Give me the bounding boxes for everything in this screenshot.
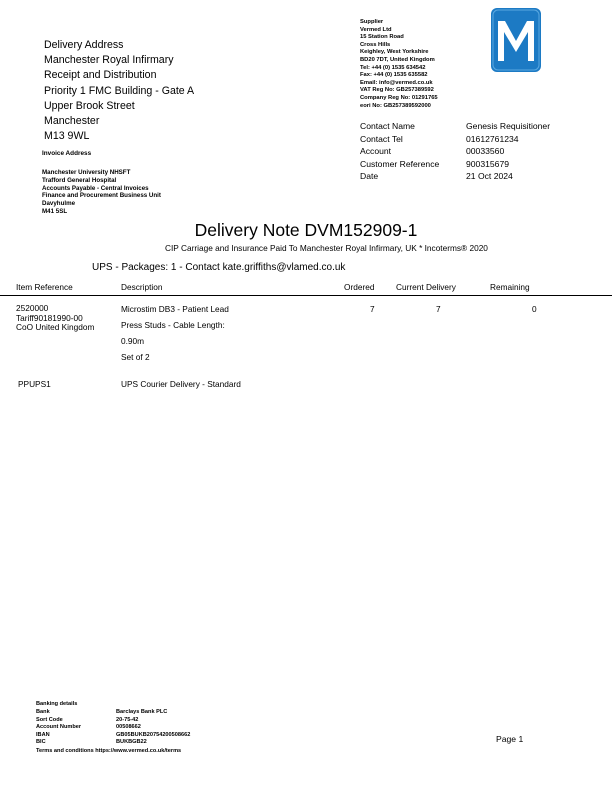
banking-row xyxy=(36,732,190,740)
supplier-line: Company Reg No: 01291765 xyxy=(360,94,438,101)
column-header-ordered: Ordered xyxy=(344,282,375,292)
banking-value: GB05BUKB20754200508662 xyxy=(116,731,191,738)
description-line: Microstim DB3 - Patient Lead xyxy=(121,304,229,314)
supplier-line: eori No: GB257389592000 xyxy=(360,102,431,109)
contact-label: Contact Name xyxy=(360,121,415,131)
header-divider xyxy=(0,295,612,296)
supplier-line: 15 Station Road xyxy=(360,34,404,41)
item-reference-line: Tariff90181990-00 xyxy=(16,312,83,323)
current-delivery-cell: 7 xyxy=(436,304,441,314)
invoice-address-label: Invoice Address xyxy=(42,150,92,157)
page-number: Page 1 xyxy=(496,734,524,744)
banking-value: 00508662 xyxy=(116,724,141,731)
banking-label: Account Number xyxy=(36,724,82,731)
banking-row xyxy=(36,739,190,747)
banking-label: Bank xyxy=(36,709,50,715)
supplier-details xyxy=(360,19,438,110)
contact-value: Genesis Requisitioner xyxy=(466,121,551,131)
banking-label: Sort Code xyxy=(36,716,63,723)
supplier-line: Email: info@vermed.co.uk xyxy=(360,79,433,86)
contact-label: Account xyxy=(360,146,392,156)
column-header-current-delivery: Current Delivery xyxy=(396,282,456,292)
invoice-address-line: Accounts Payable - Central Invoices xyxy=(42,184,149,192)
invoice-address-line: Manchester University NHSFT xyxy=(42,169,131,176)
banking-value: Barclays Bank PLC xyxy=(116,709,168,715)
description-cell xyxy=(121,301,229,365)
delivery-address-line: Priority 1 FMC Building - Gate A xyxy=(44,84,195,97)
contact-value: 900315679 xyxy=(466,158,510,169)
shipping-contact-line: UPS - Packages: 1 - Contact kate.griffiths@vlamed.co.uk xyxy=(92,262,346,273)
delivery-address-line: Manchester xyxy=(44,115,100,128)
banking-row xyxy=(36,709,190,717)
contact-row xyxy=(360,145,550,158)
company-logo xyxy=(491,8,541,72)
incoterms-line: CIP Carriage and Insurance Paid To Manchester Royal Infirmary, UK * Incoterms® 2020 xyxy=(165,243,488,253)
invoice-address-line: Trafford General Hospital xyxy=(42,176,117,184)
company-logo-icon xyxy=(491,8,541,72)
description-line: 0.90m xyxy=(121,336,145,346)
delivery-address-line: Receipt and Distribution xyxy=(44,69,157,82)
document-title: Delivery Note DVM152909-1 xyxy=(194,220,418,240)
contact-value: 21 Oct 2024 xyxy=(466,171,513,181)
supplier-line: Vermed Ltd xyxy=(360,26,392,33)
supplier-line: VAT Reg No: GB257389592 xyxy=(360,87,434,94)
contact-row xyxy=(360,170,550,183)
banking-value: 20-75-42 xyxy=(116,716,139,723)
banking-value: BUKBGB22 xyxy=(116,739,147,746)
contact-label: Date xyxy=(360,171,379,181)
banking-row xyxy=(36,724,190,732)
supplier-line: Tel: +44 (0) 1535 634542 xyxy=(360,64,426,71)
supplier-line: Keighley, West Yorkshire xyxy=(360,49,429,56)
contact-details xyxy=(360,120,550,183)
banking-details xyxy=(36,709,190,747)
description-line: Set of 2 xyxy=(121,352,150,362)
contact-row xyxy=(360,120,550,133)
item-reference-cell: PPUPS1 xyxy=(18,379,51,389)
column-header-description: Description xyxy=(121,282,163,292)
item-reference-cell xyxy=(16,304,94,333)
invoice-address-line: Davyhulme xyxy=(42,200,76,208)
description-line: Press Studs - Cable Length: xyxy=(121,320,225,330)
invoice-address-line: M41 5SL xyxy=(42,207,68,215)
contact-label: Customer Reference xyxy=(360,158,440,169)
column-header-item-reference: Item Reference xyxy=(16,282,73,292)
contact-value: 00033560 xyxy=(466,146,505,156)
supplier-line: BD20 7DT, United Kingdom xyxy=(360,56,435,63)
delivery-address-line: Upper Brook Street xyxy=(44,99,135,112)
delivery-address-line: M13 9WL xyxy=(44,130,90,143)
column-header-remaining: Remaining xyxy=(490,282,530,292)
item-reference-line: 2520000 xyxy=(16,303,49,313)
invoice-address xyxy=(42,169,161,216)
supplier-line: Supplier xyxy=(360,19,384,25)
supplier-line: Cross Hills xyxy=(360,41,391,48)
ordered-cell: 7 xyxy=(370,304,375,314)
contact-value: 01612761234 xyxy=(466,133,519,144)
description-cell: UPS Courier Delivery - Standard xyxy=(121,379,241,389)
delivery-address-line: Delivery Address xyxy=(44,39,124,51)
contact-row xyxy=(360,133,550,146)
delivery-address-line: Manchester Royal Infirmary xyxy=(44,54,174,67)
invoice-address-line: Finance and Procurement Business Unit xyxy=(42,192,161,200)
contact-row xyxy=(360,158,550,171)
delivery-address xyxy=(44,38,194,144)
terms-link[interactable]: Terms and conditions https://www.vermed.co.uk/terms xyxy=(36,748,182,754)
banking-label: BIC xyxy=(36,739,46,746)
contact-label: Contact Tel xyxy=(360,133,403,144)
banking-title: Banking details xyxy=(36,701,78,707)
supplier-line: Fax: +44 (0) 1535 635582 xyxy=(360,72,428,79)
banking-label: IBAN xyxy=(36,731,50,738)
item-reference-line: CoO United Kingdom xyxy=(16,322,95,332)
banking-row xyxy=(36,717,190,725)
remaining-cell: 0 xyxy=(532,304,537,314)
